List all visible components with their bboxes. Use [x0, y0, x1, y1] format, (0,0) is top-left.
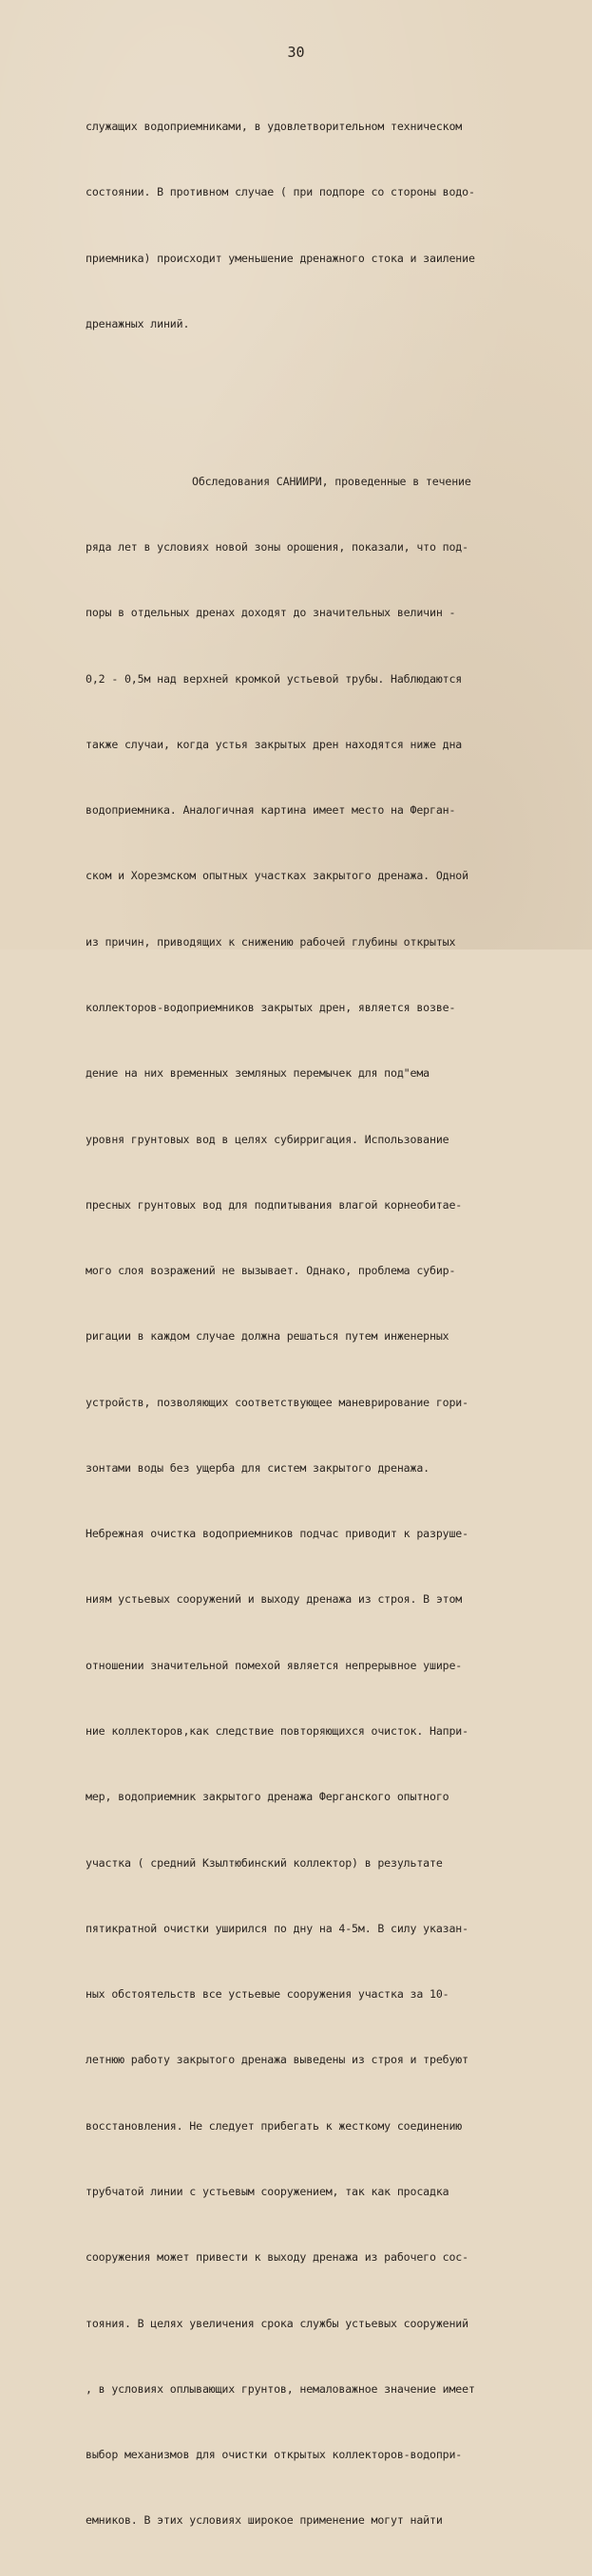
text-line: сооружения может привести к выходу дренажа из рабочего сос- — [86, 2250, 468, 2265]
text-line: тояния. В целях увеличения срока службы устьевых сооружений — [86, 2316, 468, 2330]
text-line: приемника) происходит уменьшение дренажного стока и заиление — [86, 251, 475, 265]
text-line: участка ( средний Кзылтюбинский коллектор) в результате — [86, 1855, 443, 1870]
text-line: , в условиях оплывающих грунтов, немаловажное значение имеет — [86, 2381, 475, 2396]
text-line: 0,2 - 0,5м над верхней кромкой устьевой трубы. Наблюдаются — [86, 671, 463, 686]
text-line: также случаи, когда устья закрытых дрен находятся ниже дна — [86, 737, 463, 751]
text-line: устройств, позволяющих соответствующее маневрирование гори- — [86, 1395, 468, 1409]
text-line: емников. В этих условиях широкое применение могут найти — [86, 2513, 443, 2528]
text-line: трубчатой линии с устьевым сооружением, так как просадка — [86, 2185, 449, 2198]
text-line: пятикратной очистки уширился по дну на 4-5м. В силу указан- — [86, 1921, 468, 1935]
text-line: ряда лет в условиях новой зоны орошения, показали, что под- — [86, 539, 468, 554]
text-line: Обследования САНИИРИ, проведенные в течение — [192, 474, 471, 488]
text-line: ском и Хорезмском опытных участках закрытого дренажа. Одной — [86, 869, 468, 883]
text-line: пресных грунтовых вод для подпитывания влагой корнеобитае- — [86, 1197, 463, 1212]
text-line: уровня грунтовых вод в целях субирригация. Использование — [86, 1132, 449, 1146]
text-line: водоприемника. Аналогичная картина имеет место на Ферган- — [86, 803, 456, 818]
text-line: мер, водоприемник закрытого дренажа Ферганского опытного — [86, 1790, 449, 1804]
text-line: ниям устьевых сооружений и выходу дренажа из строя. В этом — [86, 1592, 463, 1607]
text-line: ригации в каждом случае должна решаться путем инженерных — [86, 1329, 449, 1344]
page-number: 30 — [287, 44, 305, 61]
text-line: ных обстоятельств все устьевые сооружения участка за 10- — [86, 1987, 449, 2002]
text-line: отношении значительной помехой является непрерывное уширe- — [86, 1658, 463, 1672]
text-line: ние коллекторов,как следствие повторяющихся очисток. Напри- — [86, 1724, 468, 1739]
text-line: из причин, приводящих к снижению рабочей глубины открытых — [86, 934, 456, 949]
text-line: коллекторов-водоприемников закрытых дрен, является возве- — [86, 1000, 456, 1014]
text-line: поры в отдельных дренах доходят до значительных величин - — [86, 606, 456, 620]
paragraph-gap — [86, 401, 580, 404]
text-line: мого слоя возражений не вызывает. Однако, проблема субир- — [86, 1264, 456, 1278]
text-line: Небрежная очистка водоприемников подчас приводит к разруше- — [86, 1527, 468, 1541]
text-line: зонтами воды без ущерба для систем закрытого дренажа. — [86, 1460, 430, 1475]
text-line: восстановления. Не следует прибегать к жесткому соединению — [86, 2118, 463, 2133]
body-text — [86, 72, 580, 2576]
text-line: дренажных линий. — [86, 317, 190, 331]
text-line: летнюю работу закрытого дренажа выведены из строя и требуют — [86, 2053, 468, 2067]
text-line: состоянии. В противном случае ( при подпоре со стороны водо- — [86, 185, 475, 199]
text-line: выбор механизмов для очистки открытых коллекторов-водопри- — [86, 2448, 463, 2462]
text-line: служащих водоприемниками, в удовлетворительном техническом — [86, 120, 463, 134]
text-line: дение на них временных земляных перемычек для под"ема — [86, 1066, 430, 1081]
